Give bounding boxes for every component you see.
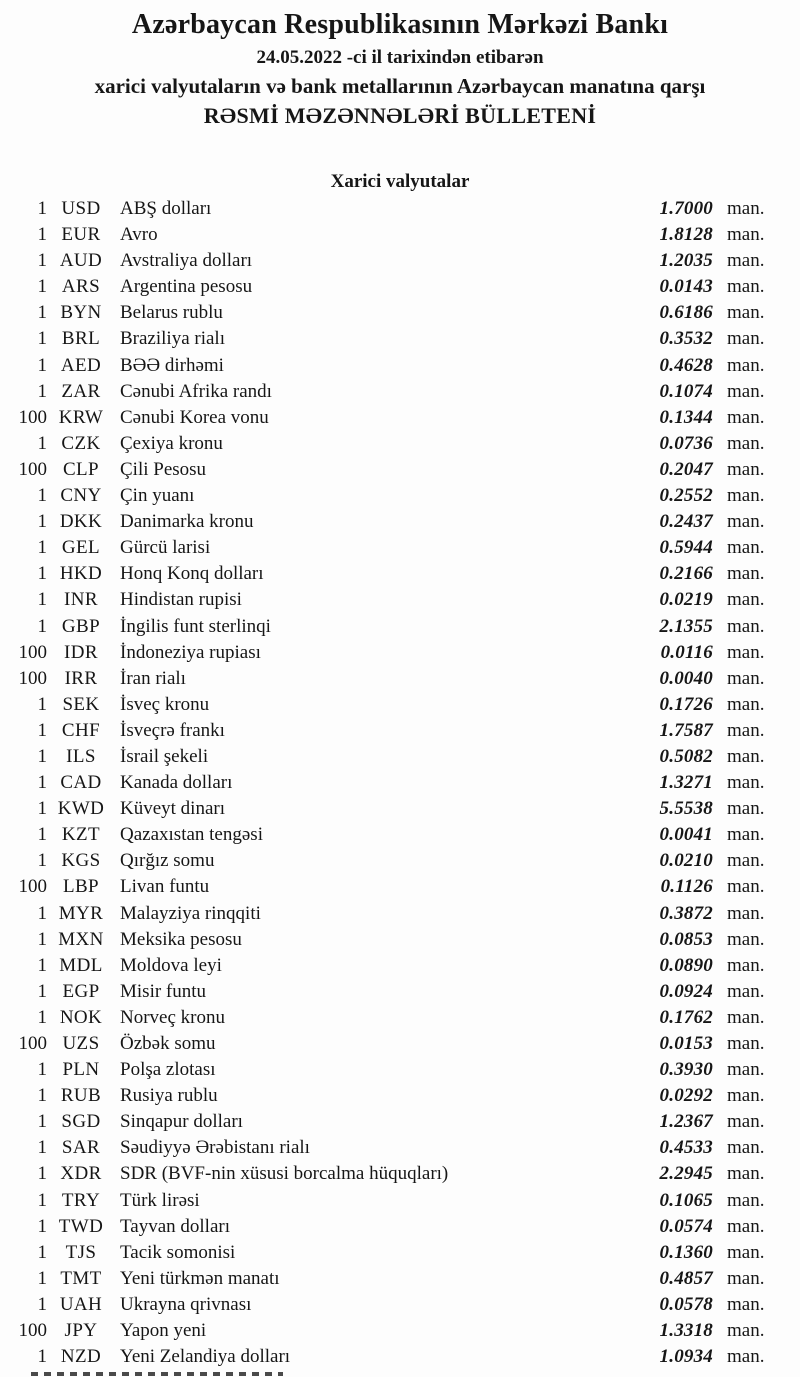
- clipped-next-row-fragment: [31, 1372, 283, 1376]
- unit-label: man.: [727, 511, 765, 533]
- unit-label: man.: [727, 380, 765, 402]
- rate-value: 0.0153: [659, 1033, 713, 1054]
- currency-name: Tacik somonisi: [120, 1241, 236, 1263]
- currency-quantity: 1: [37, 1267, 47, 1289]
- rate-value: 0.5944: [659, 537, 713, 559]
- rate-row: [0, 250, 800, 276]
- unit-label: man.: [727, 954, 765, 976]
- currency-code: NOK: [59, 1006, 103, 1028]
- currency-quantity: 1: [37, 615, 47, 637]
- unit-label: man.: [727, 537, 765, 559]
- currency-name: Rusiya rublu: [120, 1085, 218, 1107]
- currency-code: CLP: [62, 458, 100, 480]
- currency-code: UZS: [62, 1033, 100, 1054]
- currency-quantity: 1: [37, 511, 47, 533]
- rate-row: [0, 355, 800, 381]
- unit-label: man.: [727, 1241, 765, 1263]
- currency-quantity: 1: [37, 380, 47, 402]
- currency-code: BRL: [61, 328, 101, 350]
- unit-label: man.: [727, 1215, 765, 1237]
- unit-label: man.: [727, 458, 765, 480]
- unit-label: man.: [727, 615, 765, 637]
- rate-value: 0.2047: [659, 458, 713, 480]
- currency-code: IDR: [64, 641, 98, 663]
- rate-value: 0.3930: [659, 1059, 713, 1081]
- rate-value: 1.8128: [659, 224, 713, 246]
- rate-row: [0, 1059, 800, 1085]
- effective-date-line: 24.05.2022 -ci il tarixindən etibarən: [256, 47, 544, 68]
- currency-name: Danimarka kronu: [120, 511, 254, 533]
- currency-quantity: 1: [37, 198, 47, 219]
- unit-label: man.: [727, 406, 765, 428]
- unit-label: man.: [727, 276, 765, 298]
- currency-quantity: 1: [37, 902, 47, 924]
- currency-code: INR: [64, 589, 98, 611]
- currency-name: Belarus rublu: [120, 302, 223, 324]
- currency-code: SAR: [61, 1137, 101, 1159]
- subject-line: xarici valyutaların və bank metallarının Azərbaycan manatına qarşı: [94, 74, 706, 98]
- rate-row: [0, 694, 800, 720]
- currency-name: Çin yuanı: [120, 485, 195, 507]
- rate-value: 0.5082: [659, 745, 713, 767]
- unit-label: man.: [727, 1085, 765, 1107]
- rate-row: [0, 563, 800, 589]
- currency-quantity: 100: [18, 406, 47, 428]
- rate-value: 0.3532: [659, 328, 713, 350]
- rate-row: [0, 929, 800, 955]
- unit-label: man.: [727, 719, 765, 741]
- currency-quantity: 1: [37, 1006, 47, 1028]
- unit-label: man.: [727, 1189, 765, 1211]
- bulletin-title: RƏSMİ MƏZƏNNƏLƏRİ BÜLLETENİ: [203, 103, 597, 128]
- currency-code: TRY: [61, 1189, 101, 1211]
- rate-value: 2.2945: [659, 1163, 713, 1185]
- rate-value: 1.7000: [659, 198, 713, 219]
- rate-value: 0.0890: [659, 954, 713, 976]
- currency-code: KWD: [57, 798, 105, 820]
- unit-label: man.: [727, 485, 765, 507]
- rate-value: 0.0736: [659, 432, 713, 454]
- currency-code: KGS: [61, 850, 101, 872]
- currency-quantity: 1: [37, 302, 47, 324]
- rate-row: [0, 302, 800, 328]
- currency-code: ZAR: [61, 380, 101, 402]
- unit-label: man.: [727, 1267, 765, 1289]
- unit-label: man.: [727, 772, 765, 794]
- unit-label: man.: [727, 302, 765, 324]
- rate-value: 0.3872: [659, 902, 713, 924]
- currency-quantity: 1: [37, 824, 47, 846]
- currency-quantity: 1: [37, 328, 47, 350]
- currency-code: DKK: [59, 511, 103, 533]
- unit-label: man.: [727, 328, 765, 350]
- currency-name: Sinqapur dolları: [120, 1111, 243, 1133]
- rate-value: 0.1726: [659, 693, 713, 715]
- rate-row: [0, 1346, 800, 1372]
- rate-row: [0, 981, 800, 1007]
- rates-table: [0, 198, 800, 1372]
- currency-name: Cənubi Korea vonu: [120, 406, 269, 428]
- currency-name: Türk lirəsi: [120, 1189, 200, 1211]
- rate-row: [0, 1320, 800, 1346]
- currency-code: XDR: [60, 1163, 102, 1185]
- currency-quantity: 1: [37, 850, 47, 872]
- rate-value: 0.1344: [659, 406, 713, 428]
- rate-row: [0, 1242, 800, 1268]
- currency-code: MDL: [59, 954, 103, 976]
- currency-name: Gürcü larisi: [120, 537, 211, 559]
- rate-row: [0, 459, 800, 485]
- unit-label: man.: [727, 902, 765, 924]
- unit-label: man.: [727, 250, 765, 272]
- currency-code: TMT: [60, 1267, 102, 1289]
- rate-row: [0, 1163, 800, 1189]
- currency-code: CNY: [60, 485, 102, 507]
- currency-name: ABŞ dolları: [120, 198, 212, 219]
- currency-name: Norveç kronu: [120, 1006, 225, 1028]
- currency-name: Livan funtu: [120, 876, 210, 898]
- unit-label: man.: [727, 745, 765, 767]
- currency-quantity: 1: [37, 354, 47, 376]
- unit-label: man.: [727, 198, 765, 219]
- rate-value: 0.0040: [659, 667, 713, 689]
- unit-label: man.: [727, 1320, 765, 1342]
- currency-quantity: 1: [37, 1293, 47, 1315]
- rate-value: 0.1065: [659, 1189, 713, 1211]
- rate-row: [0, 1111, 800, 1137]
- rate-row: [0, 381, 800, 407]
- currency-code: RUB: [60, 1085, 102, 1107]
- rate-row: [0, 511, 800, 537]
- currency-name: Çexiya kronu: [120, 432, 223, 454]
- unit-label: man.: [727, 928, 765, 950]
- unit-label: man.: [727, 798, 765, 820]
- currency-quantity: 1: [37, 1215, 47, 1237]
- currency-quantity: 1: [37, 1163, 47, 1185]
- rate-value: 0.4628: [659, 354, 713, 376]
- rate-value: 0.0210: [659, 850, 713, 872]
- rate-row: [0, 1033, 800, 1059]
- rate-value: 1.3318: [659, 1320, 713, 1342]
- currency-quantity: 1: [37, 1189, 47, 1211]
- currency-code: TWD: [58, 1215, 104, 1237]
- rate-value: 0.0219: [659, 589, 713, 611]
- currency-code: TJS: [65, 1241, 97, 1263]
- rate-row: [0, 1137, 800, 1163]
- rate-value: 0.0292: [659, 1085, 713, 1107]
- currency-quantity: 1: [37, 798, 47, 820]
- currency-code: CZK: [61, 432, 101, 454]
- rate-value: 0.4857: [659, 1267, 713, 1289]
- currency-code: MYR: [58, 902, 104, 924]
- rate-row: [0, 1268, 800, 1294]
- currency-quantity: 100: [18, 641, 47, 663]
- rate-value: 1.3271: [659, 772, 713, 794]
- currency-quantity: 1: [37, 719, 47, 741]
- currency-name: Polşa zlotası: [120, 1059, 216, 1081]
- rate-row: [0, 903, 800, 929]
- rate-row: [0, 433, 800, 459]
- rate-value: 0.0924: [659, 980, 713, 1002]
- currency-name: Yeni türkmən manatı: [120, 1267, 280, 1289]
- currency-quantity: 100: [18, 667, 47, 689]
- rate-row: [0, 276, 800, 302]
- currency-code: BYN: [60, 302, 102, 324]
- rate-value: 0.0041: [659, 824, 713, 846]
- currency-quantity: 100: [18, 876, 47, 898]
- currency-quantity: 1: [37, 693, 47, 715]
- currency-name: Argentina pesosu: [120, 276, 253, 298]
- currency-quantity: 1: [37, 954, 47, 976]
- rate-value: 2.1355: [659, 615, 713, 637]
- unit-label: man.: [727, 1293, 765, 1315]
- currency-name: İngilis funt sterlinqi: [120, 615, 271, 637]
- currency-code: IRR: [64, 667, 98, 689]
- currency-name: Səudiyyə Ərəbistanı rialı: [120, 1137, 310, 1159]
- currency-quantity: 1: [37, 980, 47, 1002]
- unit-label: man.: [727, 432, 765, 454]
- currency-name: Malayziya rinqqiti: [120, 902, 261, 924]
- currency-name: Cənubi Afrika randı: [120, 380, 272, 402]
- rate-value: 1.0934: [659, 1346, 713, 1368]
- rate-value: 0.2437: [659, 511, 713, 533]
- currency-code: SGD: [61, 1111, 101, 1133]
- rate-value: 0.1074: [659, 380, 713, 402]
- rate-row: [0, 485, 800, 511]
- rate-row: [0, 876, 800, 902]
- rate-row: [0, 798, 800, 824]
- currency-code: AUD: [59, 250, 103, 272]
- unit-label: man.: [727, 1346, 765, 1368]
- currency-quantity: 1: [37, 589, 47, 611]
- currency-name: Avro: [120, 224, 158, 246]
- rate-row: [0, 850, 800, 876]
- rate-row: [0, 720, 800, 746]
- currency-quantity: 1: [37, 928, 47, 950]
- currency-code: CAD: [60, 772, 102, 794]
- currency-quantity: 100: [18, 1320, 47, 1342]
- currency-quantity: 1: [37, 772, 47, 794]
- currency-code: UAH: [59, 1293, 103, 1315]
- currency-quantity: 1: [37, 1346, 47, 1368]
- rate-row: [0, 198, 800, 224]
- rate-row: [0, 824, 800, 850]
- rate-value: 0.0578: [659, 1293, 713, 1315]
- rate-row: [0, 642, 800, 668]
- currency-name: Hindistan rupisi: [120, 589, 242, 611]
- currency-name: SDR (BVF-nin xüsusi borcalma hüquqları): [120, 1163, 449, 1185]
- rate-value: 0.0853: [659, 928, 713, 950]
- rate-row: [0, 1007, 800, 1033]
- unit-label: man.: [727, 1111, 765, 1133]
- currency-name: Moldova leyi: [120, 954, 222, 976]
- currency-code: EUR: [61, 224, 101, 246]
- currency-quantity: 1: [37, 745, 47, 767]
- rate-value: 5.5538: [659, 798, 713, 820]
- rate-value: 0.0574: [659, 1215, 713, 1237]
- unit-label: man.: [727, 824, 765, 846]
- rate-value: 1.2367: [659, 1111, 713, 1133]
- currency-quantity: 1: [37, 563, 47, 585]
- rate-value: 0.1126: [660, 876, 713, 898]
- currency-quantity: 1: [37, 432, 47, 454]
- currency-code: AED: [60, 354, 102, 376]
- currency-name: İsveçrə frankı: [120, 719, 225, 741]
- currency-code: GEL: [61, 537, 101, 559]
- rate-row: [0, 1085, 800, 1111]
- currency-code: KZT: [61, 824, 101, 846]
- currency-quantity: 1: [37, 485, 47, 507]
- currency-quantity: 1: [37, 1059, 47, 1081]
- currency-quantity: 1: [37, 224, 47, 246]
- rate-value: 1.7587: [659, 719, 713, 741]
- currency-name: Qazaxıstan tengəsi: [120, 824, 263, 846]
- rate-row: [0, 955, 800, 981]
- unit-label: man.: [727, 1137, 765, 1159]
- unit-label: man.: [727, 641, 765, 663]
- unit-label: man.: [727, 1006, 765, 1028]
- currency-code: ILS: [66, 745, 96, 767]
- currency-code: ARS: [61, 276, 101, 298]
- currency-name: Tayvan dolları: [120, 1215, 230, 1237]
- currency-code: CHF: [61, 719, 101, 741]
- rate-row: [0, 537, 800, 563]
- unit-label: man.: [727, 876, 765, 898]
- currency-name: Kanada dolları: [120, 772, 233, 794]
- rate-row: [0, 589, 800, 615]
- bulletin-header: [0, 0, 800, 130]
- currency-code: GBP: [61, 615, 101, 637]
- rate-value: 0.6186: [659, 302, 713, 324]
- currency-code: MXN: [58, 928, 104, 950]
- rate-row: [0, 1294, 800, 1320]
- currency-name: Misir funtu: [120, 980, 207, 1002]
- currency-quantity: 1: [37, 1137, 47, 1159]
- rate-value: 0.4533: [659, 1137, 713, 1159]
- currency-quantity: 1: [37, 1085, 47, 1107]
- currency-quantity: 1: [37, 250, 47, 272]
- rate-row: [0, 328, 800, 354]
- rate-row: [0, 668, 800, 694]
- rate-row: [0, 746, 800, 772]
- unit-label: man.: [727, 563, 765, 585]
- currency-name: Ukrayna qrivnası: [120, 1293, 252, 1315]
- currency-name: İran rialı: [120, 667, 186, 689]
- currency-name: Özbək somu: [120, 1033, 216, 1054]
- unit-label: man.: [727, 693, 765, 715]
- rate-value: 1.2035: [659, 250, 713, 272]
- currency-name: İndoneziya rupiası: [120, 641, 261, 663]
- currency-name: İsrail şekeli: [120, 745, 209, 767]
- unit-label: man.: [727, 1059, 765, 1081]
- currency-quantity: 1: [37, 1241, 47, 1263]
- bank-name-title: Azərbaycan Respublikasının Mərkəzi Bankı: [131, 9, 669, 40]
- currency-quantity: 100: [18, 1033, 47, 1054]
- currency-name: Avstraliya dolları: [120, 250, 253, 272]
- unit-label: man.: [727, 1163, 765, 1185]
- rate-value: 0.0143: [659, 276, 713, 298]
- rate-row: [0, 224, 800, 250]
- unit-label: man.: [727, 667, 765, 689]
- rate-row: [0, 772, 800, 798]
- rate-row: [0, 1216, 800, 1242]
- currency-code: JPY: [64, 1320, 98, 1342]
- rate-value: 0.1762: [659, 1006, 713, 1028]
- rate-row: [0, 407, 800, 433]
- unit-label: man.: [727, 980, 765, 1002]
- rate-value: 0.2166: [659, 563, 713, 585]
- currency-name: Küveyt dinarı: [120, 798, 226, 820]
- currency-name: Honq Konq dolları: [120, 563, 264, 585]
- currency-quantity: 1: [37, 276, 47, 298]
- currency-code: HKD: [59, 563, 103, 585]
- unit-label: man.: [727, 354, 765, 376]
- unit-label: man.: [727, 589, 765, 611]
- currency-code: SEK: [62, 693, 100, 715]
- rate-value: 0.2552: [659, 485, 713, 507]
- currency-name: Braziliya rialı: [120, 328, 225, 350]
- rate-row: [0, 1190, 800, 1216]
- currency-name: İsveç kronu: [120, 693, 210, 715]
- currency-name: Yeni Zelandiya dolları: [120, 1346, 291, 1368]
- currency-code: PLN: [62, 1059, 100, 1081]
- unit-label: man.: [727, 850, 765, 872]
- currency-quantity: 1: [37, 1111, 47, 1133]
- currency-quantity: 100: [18, 458, 47, 480]
- currency-name: Çili Pesosu: [120, 458, 207, 480]
- currency-name: Qırğız somu: [120, 850, 215, 872]
- currency-name: Yapon yeni: [120, 1320, 207, 1342]
- section-title-foreign-currencies: Xarici valyutalar: [330, 171, 470, 192]
- unit-label: man.: [727, 1033, 765, 1054]
- currency-quantity: 1: [37, 537, 47, 559]
- rate-row: [0, 616, 800, 642]
- unit-label: man.: [727, 224, 765, 246]
- currency-code: EGP: [62, 980, 100, 1002]
- rate-value: 0.0116: [660, 641, 713, 663]
- currency-code: NZD: [60, 1346, 102, 1368]
- rate-value: 0.1360: [659, 1241, 713, 1263]
- currency-name: Meksika pesosu: [120, 928, 242, 950]
- currency-code: KRW: [58, 406, 104, 428]
- currency-code: USD: [61, 198, 101, 219]
- currency-code: LBP: [62, 876, 100, 898]
- currency-name: BƏƏ dirhəmi: [120, 354, 224, 376]
